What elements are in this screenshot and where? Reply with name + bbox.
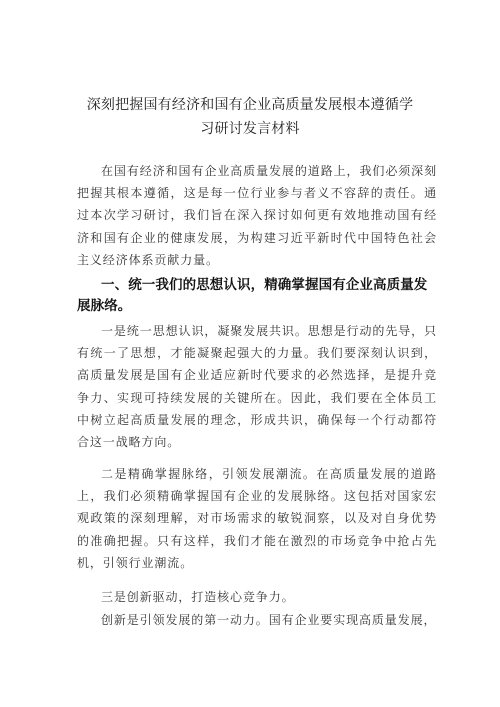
intro-paragraph: 在国有经济和国有企业高质量发展的道路上，我们必须深刻把握其根本遵循，这是每一位行业参与者义不容辞的责任。通过本次学习研讨，我们旨在深入探讨如何更有效地推动国有经济和国有企业的健康发展，为构建习近平新时代中国特色社会主义经济体系贡献力量。 (77, 164, 437, 267)
paragraph-3: 三是创新驱动，打造核心竞争力。 (101, 590, 295, 604)
section-heading-1: 一、统一我们的思想认识，精确掌握国有企业高质量发展脉络。 (77, 277, 428, 314)
paragraph-4: 创新是引领发展的第一动力。国有企业要实现高质量发展， (101, 613, 437, 627)
paragraph-2: 二是精确掌握脉络，引领发展潮流。在高质量发展的道路上，我们必须精确掌握国有企业的发展脉络。这包括对国家宏观政策的深刻理解，对市场需求的敏锐洞察，以及对自身优势的准确把握。只有这样，我们才能在激烈的市场竞争中抢占先机，引领行业潮流。 (77, 467, 437, 570)
document-title-line-1: 深刻把握国有经济和国有企业高质量发展根本遵循学 (86, 97, 414, 113)
document-title-line-2: 习研讨发言材料 (200, 121, 300, 137)
paragraph-1: 一是统一思想认识，凝聚发展共识。思想是行动的先导，只有统一了思想，才能凝聚起强大的力量。我们要深刻认识到，高质量发展是国有企业适应新时代要求的必然选择，是提升竞争力、实现可持续发展的关键所在。因此，我们要在全体员工中树立起高质量发展的理念，形成共识，确保每一个行动都符合这一战略方向。 (77, 324, 437, 450)
